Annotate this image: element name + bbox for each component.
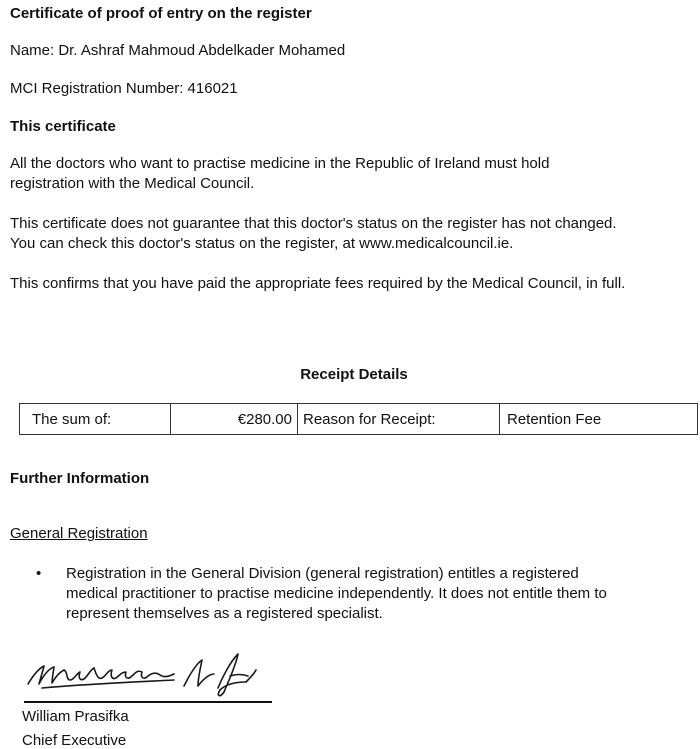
handwritten-signature [24, 648, 264, 700]
signature-line [24, 701, 272, 703]
paragraph-registration-line-1: All the doctors who want to practise medicine in the Republic of Ireland must hold [10, 155, 550, 172]
sum-label-cell: The sum of: [20, 404, 171, 435]
reason-value-cell: Retention Fee [500, 404, 698, 435]
amount-cell: €280.00 [171, 404, 298, 435]
further-information-heading: Further Information [10, 470, 150, 487]
receipt-table [19, 403, 698, 435]
certificate-title: Certificate of proof of entry on the register [10, 5, 312, 22]
signer-name: William Prasifka [22, 708, 129, 725]
bullet-text-line-3: represent themselves as a registered specialist. [66, 605, 383, 622]
mci-registration-number: MCI Registration Number: 416021 [10, 80, 238, 97]
paragraph-status-line-2: You can check this doctor's status on the register, at www.medicalcouncil.ie. [10, 235, 514, 252]
bullet-text-line-1: Registration in the General Division (general registration) entitles a registered [66, 565, 579, 582]
paragraph-registration-line-2: registration with the Medical Council. [10, 175, 255, 192]
bullet-text-line-2: medical practitioner to practise medicine independently. It does not entitle them to [66, 585, 607, 602]
general-registration-subheading: General Registration [10, 525, 148, 542]
signer-role: Chief Executive [22, 732, 127, 749]
table-row [20, 404, 698, 435]
paragraph-fees-paid: This confirms that you have paid the appropriate fees required by the Medical Council, in full. [10, 275, 626, 292]
section-heading-this-certificate: This certificate [10, 118, 116, 135]
doctor-name: Name: Dr. Ashraf Mahmoud Abdelkader Mohamed [10, 42, 346, 59]
receipt-details-heading: Receipt Details [300, 366, 408, 383]
reason-label-cell: Reason for Receipt: [298, 404, 500, 435]
bullet-icon: • [36, 565, 42, 582]
paragraph-status-line-1: This certificate does not guarantee that this doctor's status on the register has not changed. [10, 215, 617, 232]
